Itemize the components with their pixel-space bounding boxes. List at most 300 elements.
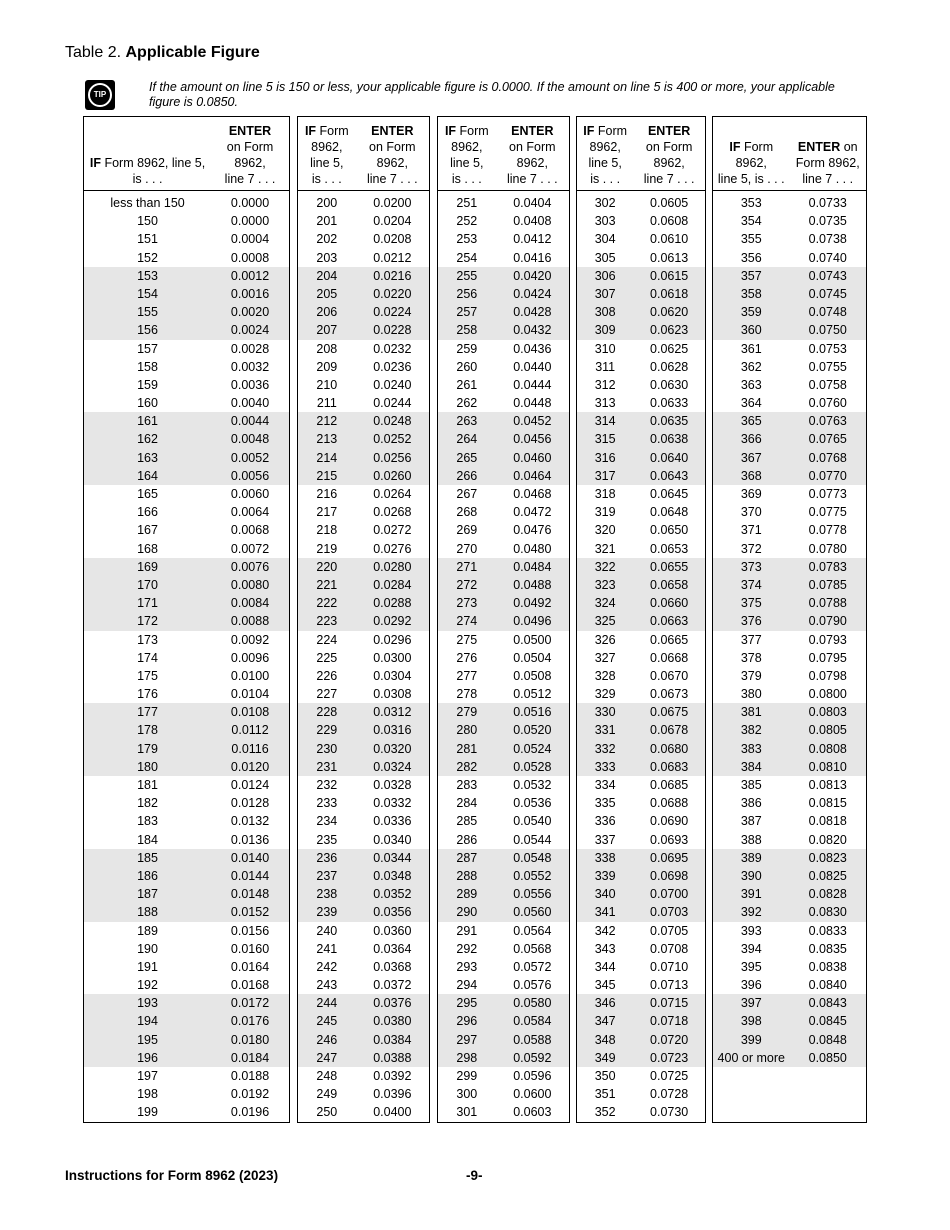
table-row (438, 194, 569, 212)
line5-amount: 170 (137, 577, 158, 592)
applicable-figure: 0.0356 (373, 905, 412, 920)
table-row (438, 430, 569, 448)
table-row (298, 576, 429, 594)
applicable-figure: 0.0848 (808, 1032, 847, 1047)
table-row (84, 358, 289, 376)
applicable-figure: 0.0116 (231, 741, 269, 756)
table-row (298, 503, 429, 521)
table-row (298, 958, 429, 976)
table-row (298, 467, 429, 485)
table-rows (577, 194, 705, 1122)
applicable-figure: 0.0416 (513, 250, 552, 265)
table-row (84, 303, 289, 321)
table-row (298, 649, 429, 667)
table-row (577, 794, 705, 812)
applicable-figure: 0.0560 (513, 905, 552, 920)
line5-amount: 195 (137, 1032, 158, 1047)
line5-amount: 335 (594, 796, 616, 811)
line5-amount: 276 (456, 650, 478, 665)
applicable-figure: 0.0252 (373, 432, 412, 447)
table-title-main: Applicable Figure (125, 44, 260, 61)
enter-header-line: ENTER on (797, 140, 858, 154)
if-header-line: IF Form 8962, line 5, (89, 156, 206, 170)
line5-amount: 288 (456, 868, 478, 883)
line5-amount: 156 (137, 323, 158, 338)
applicable-figure: 0.0352 (373, 887, 412, 902)
applicable-figure: 0.0524 (513, 741, 552, 756)
line5-amount: 258 (456, 323, 478, 338)
applicable-figure: 0.0630 (650, 377, 689, 392)
applicable-figure: 0.0480 (513, 541, 552, 556)
line5-amount: 363 (740, 377, 762, 392)
table-row (438, 576, 569, 594)
line5-amount: 193 (137, 996, 158, 1011)
line5-amount: 380 (740, 687, 762, 702)
line5-amount: 163 (137, 450, 158, 465)
line5-amount: 379 (740, 668, 762, 683)
enter-header-line: line 7 . . . (802, 172, 854, 186)
line5-amount: 184 (137, 832, 158, 847)
applicable-figure: 0.0665 (650, 632, 689, 647)
applicable-figure: 0.0076 (230, 559, 270, 574)
line5-amount: 169 (137, 559, 158, 574)
line5-amount: 292 (456, 941, 478, 956)
applicable-figure: 0.0728 (650, 1087, 689, 1102)
applicable-figure: 0.0104 (230, 687, 270, 702)
line5-amount: 391 (740, 887, 762, 902)
applicable-figure: 0.0760 (808, 396, 847, 411)
column-header (298, 117, 429, 191)
line5-amount: 205 (316, 286, 338, 301)
applicable-figure: 0.0232 (373, 341, 412, 356)
line5-amount: 348 (594, 1032, 616, 1047)
line5-amount: 254 (456, 250, 478, 265)
table-row (438, 303, 569, 321)
applicable-figure: 0.0693 (650, 832, 689, 847)
line5-amount: 201 (316, 214, 338, 229)
table-row (438, 994, 569, 1012)
applicable-figure: 0.0460 (513, 450, 552, 465)
line5-amount: 165 (137, 487, 158, 501)
table-row (298, 194, 429, 212)
line5-amount: 399 (740, 1032, 762, 1047)
applicable-figure: 0.0344 (373, 850, 412, 865)
table-row (438, 358, 569, 376)
line5-amount: 200 (316, 196, 338, 210)
line5-amount: 203 (316, 250, 338, 265)
applicable-figure: 0.0148 (230, 887, 270, 902)
applicable-figure: 0.0795 (808, 650, 847, 665)
table-column-5 (712, 116, 867, 1123)
line5-amount: 302 (594, 196, 616, 210)
table-row (577, 1085, 705, 1103)
table-row (438, 594, 569, 612)
line5-amount: 357 (740, 268, 762, 283)
line5-amount: 293 (456, 959, 478, 974)
line5-amount: 209 (316, 359, 338, 374)
applicable-figure: 0.0720 (650, 1032, 689, 1047)
line5-amount: 289 (456, 887, 478, 902)
applicable-figure: 0.0688 (650, 796, 689, 811)
table-row (84, 249, 289, 267)
table-rows (298, 194, 429, 1122)
line5-amount: 360 (740, 323, 762, 338)
line5-amount: 220 (316, 559, 338, 574)
applicable-figure: 0.0152 (230, 905, 270, 920)
applicable-figure: 0.0745 (808, 286, 847, 301)
line5-amount: 236 (316, 850, 338, 865)
applicable-figure: 0.0000 (230, 196, 270, 210)
applicable-figure: 0.0120 (230, 759, 270, 774)
table-row (84, 776, 289, 794)
line5-amount: less than 150 (110, 196, 185, 210)
table-row (298, 1067, 429, 1085)
applicable-figure: 0.0690 (650, 814, 689, 829)
applicable-figure: 0.0188 (230, 1069, 270, 1083)
line5-amount: 262 (456, 396, 478, 411)
applicable-figure: 0.0508 (513, 668, 552, 683)
table-row (577, 285, 705, 303)
table-row (577, 721, 705, 739)
table-row (713, 303, 866, 321)
line5-amount: 368 (740, 468, 762, 483)
applicable-figure: 0.0800 (808, 687, 847, 702)
line5-amount: 328 (594, 668, 616, 683)
applicable-figure: 0.0584 (513, 1014, 552, 1029)
line5-amount: 312 (594, 377, 616, 392)
line5-amount: 241 (316, 941, 338, 956)
table-row (438, 631, 569, 649)
table-row (577, 940, 705, 958)
line5-amount: 339 (594, 868, 616, 883)
applicable-figure: 0.0733 (808, 196, 847, 210)
line5-amount: 187 (137, 887, 158, 902)
table-row (298, 249, 429, 267)
applicable-figure: 0.0605 (650, 196, 689, 210)
table-row (298, 521, 429, 539)
line5-amount: 191 (137, 959, 158, 974)
line5-amount: 367 (740, 450, 762, 465)
table-row (438, 521, 569, 539)
table-row (713, 776, 866, 794)
line5-amount: 243 (316, 978, 338, 993)
line5-amount: 284 (456, 796, 478, 811)
applicable-figure: 0.0068 (230, 523, 270, 538)
line5-amount: 340 (594, 887, 616, 902)
line5-amount: 190 (137, 941, 158, 956)
table-row (713, 721, 866, 739)
table-row (84, 594, 289, 612)
line5-amount: 300 (456, 1087, 478, 1102)
applicable-figure: 0.0296 (373, 632, 412, 647)
table-row (713, 576, 866, 594)
applicable-figure: 0.0813 (808, 778, 847, 792)
table-row (438, 267, 569, 285)
applicable-figure: 0.0092 (230, 632, 270, 647)
applicable-figure: 0.0160 (230, 941, 270, 956)
table-row (438, 285, 569, 303)
table-row (577, 467, 705, 485)
applicable-figure: 0.0340 (373, 832, 412, 847)
table-row (713, 467, 866, 485)
line5-amount: 212 (316, 414, 338, 429)
applicable-figure: 0.0108 (230, 705, 270, 720)
line5-amount: 273 (456, 596, 478, 611)
applicable-figure: 0.0088 (230, 614, 270, 629)
table-row (577, 667, 705, 685)
table-row (713, 649, 866, 667)
table-row (713, 485, 866, 503)
applicable-figure: 0.0610 (650, 232, 689, 247)
line5-amount: 352 (594, 1105, 616, 1120)
applicable-figure: 0.0785 (808, 577, 847, 592)
applicable-figure: 0.0608 (650, 214, 689, 229)
line5-amount: 208 (316, 341, 338, 356)
line5-amount: 384 (740, 759, 762, 774)
line5-amount: 274 (456, 614, 478, 629)
line5-amount: 304 (594, 232, 616, 247)
applicable-figure: 0.0840 (808, 978, 847, 993)
table-row (713, 321, 866, 339)
applicable-figure: 0.0588 (513, 1032, 552, 1047)
applicable-figure: 0.0216 (373, 268, 412, 283)
applicable-figure: 0.0710 (650, 959, 689, 974)
line5-amount: 387 (740, 814, 762, 829)
line5-amount: 192 (137, 978, 158, 993)
table-row (84, 631, 289, 649)
line5-amount: 393 (740, 923, 762, 938)
applicable-figure: 0.0675 (650, 705, 689, 720)
if-header-line: IF Form (304, 124, 349, 138)
enter-header (790, 117, 867, 190)
applicable-figure: 0.0396 (373, 1087, 412, 1102)
table-row (84, 1012, 289, 1030)
applicable-figure: 0.0640 (650, 450, 689, 465)
table-row (84, 467, 289, 485)
line5-amount: 341 (594, 905, 616, 920)
table-row (713, 903, 866, 921)
table-row (298, 1012, 429, 1030)
line5-amount: 261 (456, 377, 478, 392)
line5-amount: 240 (316, 923, 338, 938)
table-row (713, 867, 866, 885)
table-row (577, 740, 705, 758)
table-row (84, 1049, 289, 1067)
applicable-figure: 0.0328 (373, 778, 412, 792)
line5-amount: 275 (456, 632, 478, 647)
table-row (438, 612, 569, 630)
line5-amount: 337 (594, 832, 616, 847)
line5-amount: 204 (316, 268, 338, 283)
if-header-line: is . . . (311, 172, 342, 186)
line5-amount: 202 (316, 232, 338, 247)
table-row (577, 1067, 705, 1085)
line5-amount: 310 (594, 341, 616, 356)
table-row (577, 412, 705, 430)
applicable-figure: 0.0428 (513, 305, 552, 320)
applicable-figure: 0.0204 (373, 214, 412, 229)
applicable-figure: 0.0572 (513, 959, 552, 974)
table-row (298, 994, 429, 1012)
table-row (577, 1049, 705, 1067)
table-row (713, 503, 866, 521)
line5-amount: 303 (594, 214, 616, 229)
applicable-figure: 0.0663 (650, 614, 689, 629)
applicable-figure: 0.0540 (513, 814, 552, 829)
line5-amount: 314 (594, 414, 616, 429)
table-row (298, 885, 429, 903)
line5-amount: 362 (740, 359, 762, 374)
table-row (713, 631, 866, 649)
applicable-figure: 0.0240 (373, 377, 412, 392)
table-row (577, 649, 705, 667)
line5-amount: 353 (740, 196, 762, 210)
line5-amount: 365 (740, 414, 762, 429)
applicable-figure: 0.0452 (513, 414, 552, 429)
table-row (713, 976, 866, 994)
table-row (577, 685, 705, 703)
line5-amount: 182 (137, 796, 158, 811)
table-row (84, 721, 289, 739)
table-row (577, 1031, 705, 1049)
if-header (298, 117, 356, 190)
table-row (577, 503, 705, 521)
table-title-prefix: Table 2. (65, 44, 122, 61)
line5-amount: 194 (137, 1014, 158, 1029)
line5-amount: 260 (456, 359, 478, 374)
table-row (577, 576, 705, 594)
applicable-figure: 0.0828 (808, 887, 847, 902)
if-header-line: line 5, (450, 156, 484, 170)
line5-amount: 390 (740, 868, 762, 883)
applicable-figure: 0.0670 (650, 668, 689, 683)
table-row (84, 503, 289, 521)
applicable-figure: 0.0404 (513, 196, 552, 210)
line5-amount: 306 (594, 268, 616, 283)
table-row (298, 212, 429, 230)
table-row (438, 558, 569, 576)
table-row (577, 321, 705, 339)
line5-amount: 234 (316, 814, 338, 829)
if-header-line: IF Form (729, 140, 774, 154)
line5-amount: 263 (456, 414, 478, 429)
table-row (713, 340, 866, 358)
applicable-figure: 0.0080 (230, 577, 270, 592)
applicable-figure: 0.0016 (230, 286, 270, 301)
table-row (438, 958, 569, 976)
enter-header-line: line 7 . . . (506, 172, 558, 186)
line5-amount: 316 (594, 450, 616, 465)
table-row (438, 685, 569, 703)
table-row (438, 867, 569, 885)
table-row (298, 340, 429, 358)
line5-amount: 230 (316, 741, 338, 756)
line5-amount: 152 (137, 250, 158, 265)
line5-amount: 153 (137, 268, 158, 283)
applicable-figure: 0.0755 (808, 359, 847, 374)
applicable-figure: 0.0244 (373, 396, 412, 411)
applicable-figure: 0.0653 (650, 541, 689, 556)
applicable-figure: 0.0743 (808, 268, 847, 283)
if-header-line: 8962, (589, 140, 621, 154)
applicable-figure: 0.0740 (808, 250, 847, 265)
line5-amount: 283 (456, 778, 478, 792)
table-row (84, 558, 289, 576)
table-row (438, 412, 569, 430)
applicable-figure: 0.0536 (513, 796, 552, 811)
table-row (577, 922, 705, 940)
table-row (84, 540, 289, 558)
table-title (65, 44, 260, 62)
line5-amount: 215 (316, 468, 338, 483)
enter-header-line: on Form (509, 140, 556, 154)
applicable-figure: 0.0698 (650, 868, 689, 883)
line5-amount: 226 (316, 668, 338, 683)
line5-amount: 177 (137, 705, 158, 720)
applicable-figure: 0.0685 (650, 778, 689, 792)
applicable-figure: 0.0680 (650, 741, 689, 756)
line5-amount: 164 (137, 468, 158, 483)
applicable-figure: 0.0468 (513, 487, 552, 501)
line5-amount: 345 (594, 978, 616, 993)
line5-amount: 321 (594, 541, 616, 556)
table-row (713, 994, 866, 1012)
table-row (84, 449, 289, 467)
applicable-figure: 0.0440 (513, 359, 552, 374)
table-row (713, 594, 866, 612)
line5-amount: 382 (740, 723, 762, 738)
line5-amount: 266 (456, 468, 478, 483)
applicable-figure: 0.0360 (373, 923, 412, 938)
line5-amount: 219 (316, 541, 338, 556)
table-row (577, 394, 705, 412)
table-row (438, 249, 569, 267)
table-row (577, 558, 705, 576)
applicable-figure: 0.0700 (650, 887, 689, 902)
applicable-figure: 0.0008 (230, 250, 270, 265)
table-row (298, 922, 429, 940)
enter-header-line: 8962, (653, 156, 685, 170)
table-row (438, 885, 569, 903)
applicable-figure: 0.0618 (650, 286, 689, 301)
enter-header-line: line 7 . . . (366, 172, 418, 186)
enter-header-line: 8962, (234, 156, 266, 170)
enter-header-line: on Form (369, 140, 416, 154)
line5-amount: 171 (137, 596, 158, 611)
footer-form-title: Instructions for Form 8962 (2023) (65, 1168, 279, 1183)
applicable-figure: 0.0763 (808, 414, 847, 429)
applicable-figure: 0.0304 (373, 668, 412, 683)
line5-amount: 356 (740, 250, 762, 265)
applicable-figure: 0.0645 (650, 487, 689, 501)
table-row (713, 558, 866, 576)
line5-amount: 371 (740, 523, 762, 538)
line5-amount: 162 (137, 432, 158, 447)
table-row (577, 831, 705, 849)
table-row (84, 922, 289, 940)
table-row (438, 212, 569, 230)
table-row (713, 831, 866, 849)
applicable-figure: 0.0668 (650, 650, 689, 665)
line5-amount: 174 (137, 650, 158, 665)
enter-header-line: line 7 . . . (224, 172, 276, 186)
table-row (298, 1031, 429, 1049)
applicable-figure: 0.0212 (373, 250, 412, 265)
table-row (577, 1103, 705, 1121)
line5-amount: 167 (137, 523, 158, 538)
applicable-figure: 0.0808 (808, 741, 847, 756)
table-row (577, 1012, 705, 1030)
